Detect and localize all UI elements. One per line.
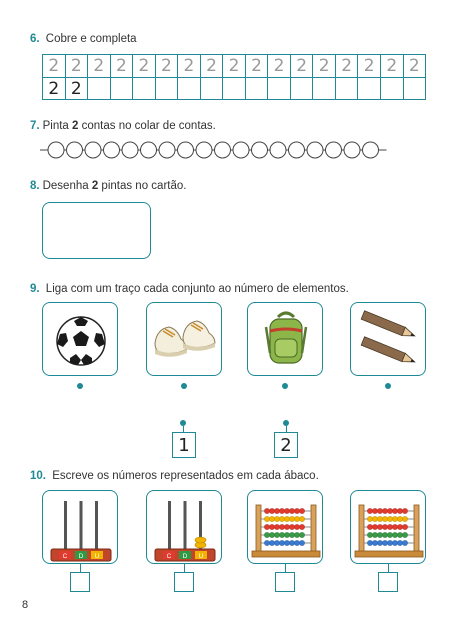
rack-bead	[294, 532, 300, 538]
picture-card-shoes	[146, 302, 222, 376]
bead-u	[195, 537, 206, 543]
tracing-grid	[42, 54, 426, 100]
empty-writing-cell[interactable]	[335, 78, 358, 100]
rack-bead	[367, 524, 373, 530]
abacus-label-d: D	[78, 553, 84, 560]
empty-writing-cell[interactable]	[357, 78, 380, 100]
abacus-card-4	[350, 490, 426, 564]
dotted-digit-cell: 2	[380, 55, 403, 77]
connector-stem	[80, 564, 82, 572]
rack-bead	[372, 508, 378, 514]
rack-bead	[392, 532, 398, 538]
dotted-digit-cell: 2	[110, 55, 133, 77]
answer-box[interactable]	[70, 572, 90, 592]
empty-writing-cell[interactable]	[380, 78, 403, 100]
question-text: contas no colar de contas.	[78, 120, 216, 132]
number-box-1: 1	[172, 432, 196, 458]
rack-bead	[274, 540, 280, 546]
question-number: 10.	[30, 470, 46, 482]
empty-writing-cell[interactable]	[155, 78, 178, 100]
empty-writing-cell[interactable]	[245, 78, 268, 100]
empty-writing-cell[interactable]	[177, 78, 200, 100]
rack-bead	[294, 508, 300, 514]
rack-bead	[382, 532, 388, 538]
rack-bead	[377, 524, 383, 530]
question-text: Desenha	[42, 180, 92, 192]
rack-bead	[269, 508, 275, 514]
rack-bead	[382, 524, 388, 530]
question-10-title	[30, 470, 319, 482]
question-number: 9.	[30, 283, 40, 295]
rack-bead	[274, 532, 280, 538]
connector-stem	[184, 564, 186, 572]
abacus-label-d: D	[182, 553, 188, 560]
empty-writing-cell[interactable]	[87, 78, 110, 100]
rack-bead	[392, 540, 398, 546]
empty-writing-cell[interactable]	[312, 78, 335, 100]
writing-row[interactable]	[43, 77, 425, 100]
empty-writing-cell[interactable]	[267, 78, 290, 100]
rack-bead	[279, 524, 285, 530]
dotted-digit-cell: 2	[290, 55, 313, 77]
question-6-title	[30, 33, 137, 45]
bead[interactable]	[178, 142, 194, 158]
rack-bead	[397, 532, 403, 538]
rack-bead	[397, 540, 403, 546]
soccer-ball-icon	[43, 303, 119, 377]
rack-bead	[264, 516, 270, 522]
bead[interactable]	[215, 142, 231, 158]
picture-card-pencils	[350, 302, 426, 376]
bead[interactable]	[326, 142, 342, 158]
rack-bead	[279, 516, 285, 522]
rack-bead	[377, 532, 383, 538]
question-bold-number: 2	[91, 180, 99, 192]
written-digit-cell[interactable]: 2	[48, 78, 60, 99]
rack-post	[311, 505, 316, 555]
empty-writing-cell[interactable]	[403, 78, 426, 100]
bead-rack-abacus-icon	[351, 491, 427, 565]
rack-bead	[397, 516, 403, 522]
dotted-digit-cell: 2	[267, 55, 290, 77]
question-number: 8.	[30, 180, 40, 192]
empty-writing-cell[interactable]	[290, 78, 313, 100]
rack-bead	[387, 508, 393, 514]
dotted-digit-cell: 2	[403, 55, 426, 77]
picture-card-backpack	[247, 302, 323, 376]
rack-bead	[289, 532, 295, 538]
rack-bead	[299, 540, 305, 546]
answer-box[interactable]	[275, 572, 295, 592]
rack-post	[414, 505, 419, 555]
rack-bead	[264, 532, 270, 538]
rack-bead	[377, 508, 383, 514]
question-text: Cobre e completa	[45, 33, 137, 45]
rack-bead	[377, 516, 383, 522]
question-9-title	[30, 283, 349, 295]
bead[interactable]	[252, 142, 268, 158]
rack-bead	[279, 508, 285, 514]
question-text: Liga com um traço cada conjunto ao número de elementos.	[45, 283, 349, 295]
question-text: pintas no cartão.	[98, 180, 187, 192]
rack-bead	[274, 524, 280, 530]
vertical-abacus-icon	[147, 491, 223, 565]
rack-bead	[377, 540, 383, 546]
dotted-digit-cell: 2	[48, 55, 60, 76]
bead[interactable]	[307, 142, 323, 158]
bead-necklace	[40, 140, 385, 160]
abacus-label-u: U	[94, 553, 100, 560]
rack-bead	[284, 508, 290, 514]
abacus-card-2	[146, 490, 222, 564]
rack-bead	[382, 508, 388, 514]
vertical-abacus-icon	[43, 491, 119, 565]
rack-bead	[299, 532, 305, 538]
bead[interactable]	[85, 142, 101, 158]
rack-post	[256, 505, 261, 555]
rack-bead	[284, 540, 290, 546]
empty-writing-cell[interactable]	[132, 78, 155, 100]
rack-bead	[299, 508, 305, 514]
rack-bead	[372, 540, 378, 546]
bead[interactable]	[159, 142, 175, 158]
rack-bead	[372, 532, 378, 538]
rack-bead	[294, 516, 300, 522]
question-7-title	[30, 120, 216, 132]
rack-bead	[387, 532, 393, 538]
rack-bead	[392, 508, 398, 514]
rack-bead	[269, 540, 275, 546]
abacus-label-c: C	[166, 553, 172, 560]
bead[interactable]	[48, 142, 64, 158]
rack-bead	[289, 516, 295, 522]
rack-bead	[402, 524, 408, 530]
answer-box[interactable]	[378, 572, 398, 592]
rack-bead	[367, 516, 373, 522]
rack-bead	[402, 508, 408, 514]
rack-bead	[387, 524, 393, 530]
rack-bead	[402, 516, 408, 522]
rack-bead	[269, 524, 275, 530]
dotted-digit-cell: 2	[245, 55, 268, 77]
picture-card-soccer-ball	[42, 302, 118, 376]
question-text: Pinta	[42, 120, 73, 132]
rack-bead	[294, 524, 300, 530]
rack-bead	[274, 516, 280, 522]
dotted-digit-cell: 2	[335, 55, 358, 77]
connect-dot[interactable]	[282, 383, 288, 389]
rack-bead	[382, 540, 388, 546]
rack-bead	[397, 508, 403, 514]
rack-bead	[284, 532, 290, 538]
rack-bead	[279, 540, 285, 546]
blank-card[interactable]	[42, 202, 151, 259]
connect-dot[interactable]	[385, 383, 391, 389]
bead[interactable]	[289, 142, 305, 158]
dotted-digit-cell: 2	[132, 55, 155, 77]
rack-bead	[269, 516, 275, 522]
abacus-card-3	[247, 490, 323, 564]
rack-post	[359, 505, 364, 555]
rack-bead	[367, 540, 373, 546]
rack-base	[355, 551, 423, 557]
bead[interactable]	[270, 142, 286, 158]
dotted-digit-cell: 2	[177, 55, 200, 77]
rack-bead	[264, 540, 270, 546]
answer-box[interactable]	[174, 572, 194, 592]
dotted-digit-row	[43, 55, 425, 77]
rack-bead	[294, 540, 300, 546]
question-8-title	[30, 180, 186, 192]
bead[interactable]	[363, 142, 379, 158]
rack-bead	[299, 524, 305, 530]
shoes-icon	[147, 303, 223, 377]
abacus-card-1	[42, 490, 118, 564]
abacus-label-c: C	[62, 553, 68, 560]
rack-bead	[284, 524, 290, 530]
dotted-digit-cell: 2	[65, 55, 88, 77]
bead[interactable]	[344, 142, 360, 158]
page-number: 8	[22, 599, 29, 611]
rack-bead	[402, 532, 408, 538]
rack-bead	[387, 516, 393, 522]
bead[interactable]	[196, 142, 212, 158]
rack-bead	[392, 516, 398, 522]
question-text: Escreve os números representados em cada ábaco.	[52, 470, 319, 482]
number-box-2: 2	[274, 432, 298, 458]
connect-dot[interactable]	[77, 383, 83, 389]
dotted-digit-cell: 2	[200, 55, 223, 77]
bead-rack-abacus-icon	[248, 491, 324, 565]
bead[interactable]	[233, 142, 249, 158]
rack-bead	[387, 540, 393, 546]
rack-bead	[402, 540, 408, 546]
rack-bead	[289, 508, 295, 514]
question-number: 7.	[30, 120, 40, 132]
rack-bead	[372, 524, 378, 530]
rack-bead	[367, 532, 373, 538]
question-number: 6.	[30, 33, 40, 45]
backpack-icon	[248, 303, 324, 377]
rack-bead	[372, 516, 378, 522]
connector-stem	[388, 564, 390, 572]
rack-bead	[382, 516, 388, 522]
bead[interactable]	[141, 142, 157, 158]
rack-bead	[264, 524, 270, 530]
empty-writing-cell[interactable]	[200, 78, 223, 100]
rack-bead	[397, 524, 403, 530]
bead[interactable]	[104, 142, 120, 158]
dotted-digit-cell: 2	[312, 55, 335, 77]
rack-bead	[274, 508, 280, 514]
abacus-label-u: U	[198, 553, 204, 560]
rack-bead	[289, 540, 295, 546]
rack-bead	[299, 516, 305, 522]
rack-bead	[279, 532, 285, 538]
rack-bead	[264, 508, 270, 514]
dotted-digit-cell: 2	[222, 55, 245, 77]
empty-writing-cell[interactable]	[222, 78, 245, 100]
connector-stem	[285, 564, 287, 572]
rack-bead	[367, 508, 373, 514]
connect-dot[interactable]	[181, 383, 187, 389]
rack-bead	[289, 524, 295, 530]
rack-base	[252, 551, 320, 557]
rack-bead	[392, 524, 398, 530]
rack-bead	[269, 532, 275, 538]
bead[interactable]	[67, 142, 83, 158]
bead[interactable]	[122, 142, 138, 158]
dotted-digit-cell: 2	[357, 55, 380, 77]
dotted-digit-cell: 2	[155, 55, 178, 77]
pencils-icon	[351, 303, 427, 377]
rack-bead	[284, 516, 290, 522]
written-digit-cell[interactable]: 2	[65, 78, 88, 100]
question-bold-number: 2	[72, 120, 79, 132]
dotted-digit-cell: 2	[87, 55, 110, 77]
empty-writing-cell[interactable]	[110, 78, 133, 100]
